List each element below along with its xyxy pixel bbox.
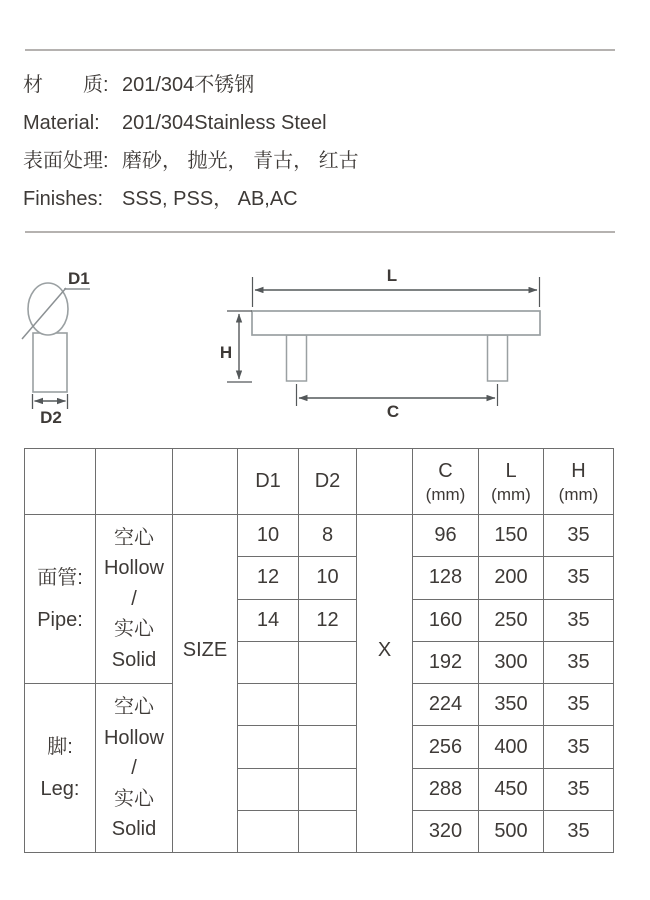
header-c-unit: (mm) [425, 484, 466, 504]
cell-l: 150 [479, 515, 544, 557]
cell-h: 35 [544, 811, 614, 853]
cell-c: 96 [413, 515, 479, 557]
size-merged-cell: SIZE [173, 449, 238, 853]
category-cell-leg [25, 684, 96, 853]
cell-c: 192 [413, 641, 479, 683]
spec-label: 表面处理: [23, 150, 109, 172]
header-empty-category [25, 449, 96, 515]
cell-c: 256 [413, 726, 479, 768]
left-leg-shape [287, 335, 307, 381]
right-leg-shape [488, 335, 508, 381]
type-line: Solid [111, 818, 157, 841]
cell-d1 [238, 811, 299, 853]
type-line: Hollow [103, 557, 165, 580]
header-l-unit: (mm) [491, 484, 531, 504]
cell-d2: 8 [299, 515, 357, 557]
cell-h: 35 [544, 684, 614, 726]
c-dimension-label: C [386, 402, 400, 421]
cell-c: 288 [413, 768, 479, 810]
table-row [25, 684, 614, 726]
table-header-row [25, 449, 614, 515]
type-line: 空心 [114, 696, 154, 719]
cell-d1 [238, 726, 299, 768]
cell-l: 250 [479, 599, 544, 641]
cell-h: 35 [544, 515, 614, 557]
size-table [24, 448, 613, 852]
header-c [413, 449, 479, 515]
type-line: 实心 [114, 787, 154, 810]
h-dimension-label: H [219, 343, 233, 362]
spec-row-finish-cn [23, 142, 633, 180]
cell-d2 [299, 726, 357, 768]
cell-c: 128 [413, 557, 479, 599]
header-c-letter: C [438, 459, 453, 482]
handle-bar-shape [252, 311, 540, 335]
cell-h: 35 [544, 768, 614, 810]
cell-c: 160 [413, 599, 479, 641]
header-d2: D2 [299, 449, 357, 515]
cell-d1: 14 [238, 599, 299, 641]
cell-l: 500 [479, 811, 544, 853]
cell-d2 [299, 811, 357, 853]
category-label-en: Leg: [40, 778, 80, 801]
spec-row-finish-en [23, 180, 633, 218]
cell-d2 [299, 641, 357, 683]
category-cell-pipe [25, 515, 96, 684]
header-h-unit: (mm) [558, 484, 599, 504]
spec-value: 磨砂， 抛光， 青古， 红古 [122, 150, 359, 172]
cell-d2 [299, 768, 357, 810]
cell-h: 35 [544, 599, 614, 641]
category-label-cn: 面管: [37, 567, 83, 590]
pipe-cross-section-drawing [22, 269, 90, 427]
cell-h: 35 [544, 641, 614, 683]
spec-label: Material: [23, 112, 100, 134]
d2-dimension-label: D2 [40, 408, 62, 427]
type-line: Solid [111, 648, 157, 671]
pipe-body-shape [33, 333, 67, 392]
cell-c: 320 [413, 811, 479, 853]
spec-value: SSS, PSS， AB,AC [122, 188, 298, 210]
cell-d1 [238, 684, 299, 726]
technical-drawing [0, 250, 650, 435]
cell-d2 [299, 684, 357, 726]
cell-l: 350 [479, 684, 544, 726]
header-l-letter: L [505, 459, 517, 482]
spec-label: Finishes: [23, 188, 104, 210]
cell-l: 300 [479, 641, 544, 683]
category-label-cn: 脚: [47, 736, 73, 759]
type-line: 空心 [114, 526, 154, 549]
spec-value: 201/304不锈钢 [122, 74, 255, 96]
header-d1: D1 [238, 449, 299, 515]
x-merged-cell: X [357, 449, 413, 853]
cell-d1: 10 [238, 515, 299, 557]
spec-row-material-en [23, 104, 633, 142]
l-dimension-label: L [386, 266, 398, 285]
cell-c: 224 [413, 684, 479, 726]
type-cell-leg [96, 684, 173, 853]
cell-d2: 10 [299, 557, 357, 599]
type-line: / [131, 587, 137, 610]
cell-l: 400 [479, 726, 544, 768]
cell-d1: 12 [238, 557, 299, 599]
spec-row-material-cn [23, 66, 633, 104]
type-line: Hollow [103, 726, 165, 749]
cell-d2: 12 [299, 599, 357, 641]
cell-l: 200 [479, 557, 544, 599]
handle-side-view-drawing [220, 266, 540, 421]
type-line: 实心 [114, 618, 154, 641]
header-h-letter: H [571, 459, 586, 482]
size-table-grid [24, 448, 614, 853]
cell-l: 450 [479, 768, 544, 810]
header-h [544, 449, 614, 515]
header-l [479, 449, 544, 515]
header-empty-type [96, 449, 173, 515]
table-row [25, 515, 614, 557]
header-line-over-x-col [356, 514, 412, 515]
d1-dimension-label: D1 [68, 269, 90, 288]
spec-label: 材 质: [23, 74, 109, 96]
category-label-en: Pipe: [37, 609, 83, 632]
top-divider [25, 49, 615, 51]
material-spec-block [23, 66, 633, 218]
middle-divider [25, 231, 615, 233]
cell-h: 35 [544, 726, 614, 768]
type-line: / [131, 757, 137, 780]
cell-h: 35 [544, 557, 614, 599]
header-line-over-size-col [172, 514, 237, 515]
cell-d1 [238, 768, 299, 810]
type-cell-pipe [96, 515, 173, 684]
spec-value: 201/304Stainless Steel [122, 112, 327, 134]
cell-d1 [238, 641, 299, 683]
